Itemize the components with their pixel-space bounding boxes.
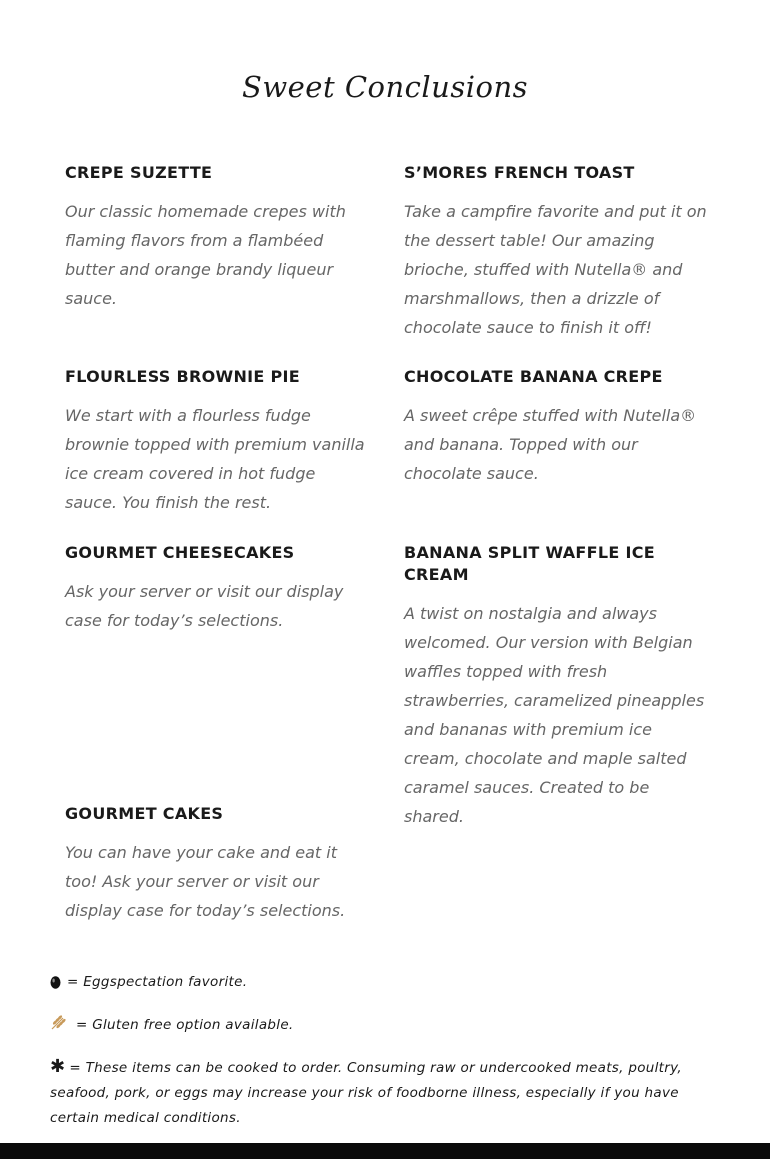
item-name: GOURMET CHEESECAKES (65, 543, 295, 562)
menu-item-gourmet-cheesecakes (65, 542, 370, 635)
menu-item-crepe-suzette (65, 162, 370, 313)
item-name: FLOURLESS BROWNIE PIE (65, 367, 301, 386)
asterisk-icon: ✱ (50, 1056, 66, 1077)
item-description: Ask your server or visit our display case for today’s selections. (65, 582, 344, 630)
menu-item-smores-french-toast (404, 162, 709, 342)
wheat-icon (50, 1014, 67, 1035)
page-title: Sweet Conclusions (241, 70, 529, 104)
item-name: BANANA SPLIT WAFFLE ICE CREAM (404, 543, 655, 584)
item-description: A sweet crêpe stuffed with Nutella® and banana. Topped with our chocolate sauce. (404, 406, 697, 483)
item-name: S’MORES FRENCH TOAST (404, 163, 635, 182)
menu-item-chocolate-banana-crepe (404, 366, 709, 488)
legend-cooked-to-order-text: = These items can be cooked to order. Consuming raw or undercooked meats, poultry, seafood, pork, or eggs may increase your risk of foodborne illness, especially if you have certain medical conditions. (50, 1060, 682, 1126)
item-description: A twist on nostalgia and always welcomed. Our version with Belgian waffles topped with fresh strawberries, caramelized pineapples and bananas with premium ice cream, chocolate and maple salted caramel sauces. Created to be shared. (404, 604, 705, 826)
item-name: CREPE SUZETTE (65, 163, 213, 182)
legend-cooked-to-order (50, 1054, 730, 1131)
item-description: Our classic homemade crepes with flaming flavors from a flambéed butter and orange brandy liqueur sauce. (65, 202, 346, 308)
footer-bar (0, 1143, 770, 1159)
legend-favorite-text: = Eggspectation favorite. (67, 974, 248, 990)
item-description: We start with a flourless fudge brownie topped with premium vanilla ice cream covered in hot fudge sauce. You finish the rest. (65, 406, 365, 512)
menu-item-gourmet-cakes (65, 803, 370, 925)
legend-gluten-free-text: = Gluten free option available. (76, 1016, 294, 1033)
item-description: You can have your cake and eat it too! Ask your server or visit our display case for today’s selections. (65, 843, 346, 920)
egg-icon (50, 975, 61, 989)
item-name: CHOCOLATE BANANA CREPE (404, 367, 663, 386)
menu-item-flourless-brownie-pie (65, 366, 370, 517)
legend-gluten-free (50, 1014, 730, 1035)
menu-item-banana-split-waffle (404, 542, 709, 831)
legend-favorite (50, 974, 730, 990)
item-name: GOURMET CAKES (65, 804, 224, 823)
item-description: Take a campfire favorite and put it on the dessert table! Our amazing brioche, stuffed with Nutella® and marshmallows, then a drizzle of chocolate sauce to finish it off! (404, 202, 707, 337)
